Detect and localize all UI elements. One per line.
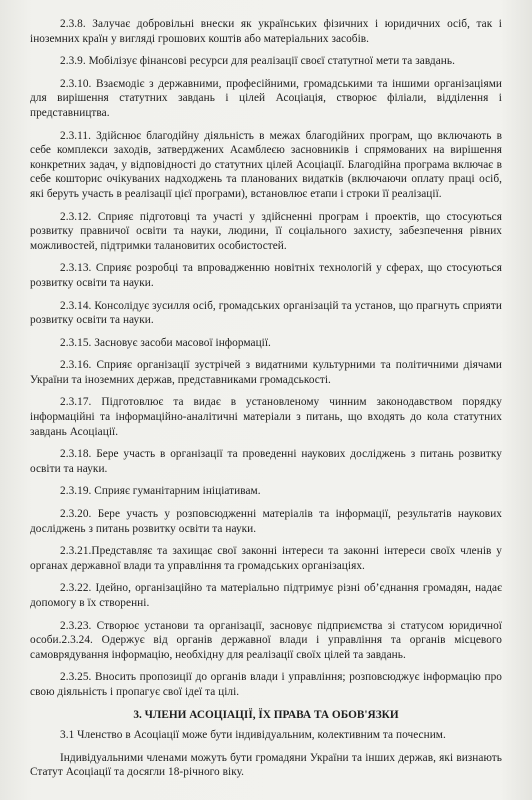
paragraph-2-3-13: 2.3.13. Сприяє розробці та впровадженню новітніх технологій у сферах, що стосуються розвитку освіти та науки. bbox=[30, 262, 502, 289]
section-heading: 3. ЧЛЕНИ АСОЦІАЦІЇ, ЇХ ПРАВА ТА ОБОВ'ЯЗКИ bbox=[133, 708, 399, 721]
paragraph-2-3-18: 2.3.18. Бере участь в організації та проведенні наукових досліджень з питань розвитку освіти та науки. bbox=[30, 448, 502, 475]
paragraph-2-3-22: 2.3.22. Ідейно, організаційно та матеріально підтримує різні об’єднання громадян, надає допомогу в їх створенні. bbox=[30, 582, 502, 609]
paragraph-2-3-12: 2.3.12. Сприяє підготовці та участі у здійсненні програм і проектів, що стосуються розвитку правничої освіти та науки, людини, її соціального захисту, забезпечення рівних можливостей, підтримки талановитих особистостей. bbox=[30, 210, 502, 252]
paragraph-2-3-9: 2.3.9. Мобілізує фінансові ресурси для реалізації своєї статутної мети та завдань. bbox=[60, 55, 455, 68]
paragraph-2-3-14: 2.3.14. Консолідує зусилля осіб, громадських організацій та установ, що прагнуть сприяти розвитку освіти та науки. bbox=[30, 299, 502, 327]
paragraph-2-3-19: 2.3.19. Сприяє гуманітарним ініціативам. bbox=[60, 485, 261, 498]
paragraph-individual-members: Індивідуальними членами можуть бути громадяни України та інших держав, які визнають Статут Асоціації та досягли 18-річного віку. bbox=[30, 751, 502, 779]
paragraph-2-3-10: 2.3.10. Взаємодіє з державними, професійними, громадськими та іншими організаціями для вирішення статутних завдань і цілей Асоціація, створює філіали, відділення і представництва. bbox=[30, 77, 502, 119]
paragraph-2-3-17: 2.3.17. Підготовлює та видає в установленому чинним законодавством порядку інформаційні та інформаційно-аналітичні матеріали з питань, що входять до кола статутних завдань Асоціації. bbox=[30, 396, 502, 438]
paragraph-2-3-15: 2.3.15. Засновує засоби масової інформації. bbox=[60, 336, 271, 349]
paragraph-2-3-8: 2.3.8. Залучає добровільні внески як українських фізичних і юридичних осіб, так і іноземних країн у вигляді грошових коштів або матеріальних засобів. bbox=[30, 18, 502, 45]
paragraph-2-3-11: 2.3.11. Здійснює благодійну діяльність в межах благодійних програм, що включають в себе комплекси заходів, затверджених Асамблеєю засновників і спрямованих на вирішення конкретних задач, у відповідності до статутних цілей Асоціації. Благодійна програма включає в себе кошторис очікуваних надходжень та планованих видатків (включаючи оплату праці осіб, які беруть участь в реалізації цієї програми), встановлює етапи і строки її реалізації. bbox=[30, 129, 502, 200]
paragraph-2-3-20: 2.3.20. Бере участь у розповсюдженні матеріалів та інформації, результатів наукових досліджень з питань розвитку освіти та науки. bbox=[30, 508, 502, 535]
paragraph-2-3-16: 2.3.16. Сприяє організації зустрічей з видатними культурними та політичними діячами України та іноземних держав, представниками громадськості. bbox=[30, 359, 502, 386]
paragraph-2-3-23: 2.3.23. Створює установи та організації, засновує підприємства зі статусом юридичної особи.2.3.24. Одержує від органів державної влади і управління та органів місцевого самоврядування інформацію, необхідну для реалізації своїх цілей та завдань. bbox=[30, 619, 502, 661]
paragraph-3-1: 3.1 Членство в Асоціації може бути індивідуальним, колективним та почесним. bbox=[60, 729, 446, 742]
paragraph-2-3-25: 2.3.25. Вносить пропозиції до органів влади і управління; розповсюджує інформацію про свою діяльність і пропагує свої ідеї та цілі. bbox=[30, 671, 502, 698]
paragraph-2-3-21: 2.3.21.Представляє та захищає свої законні інтереси та законні інтереси своїх членів у органах державної влади та управління та громадських організаціях. bbox=[30, 545, 502, 572]
